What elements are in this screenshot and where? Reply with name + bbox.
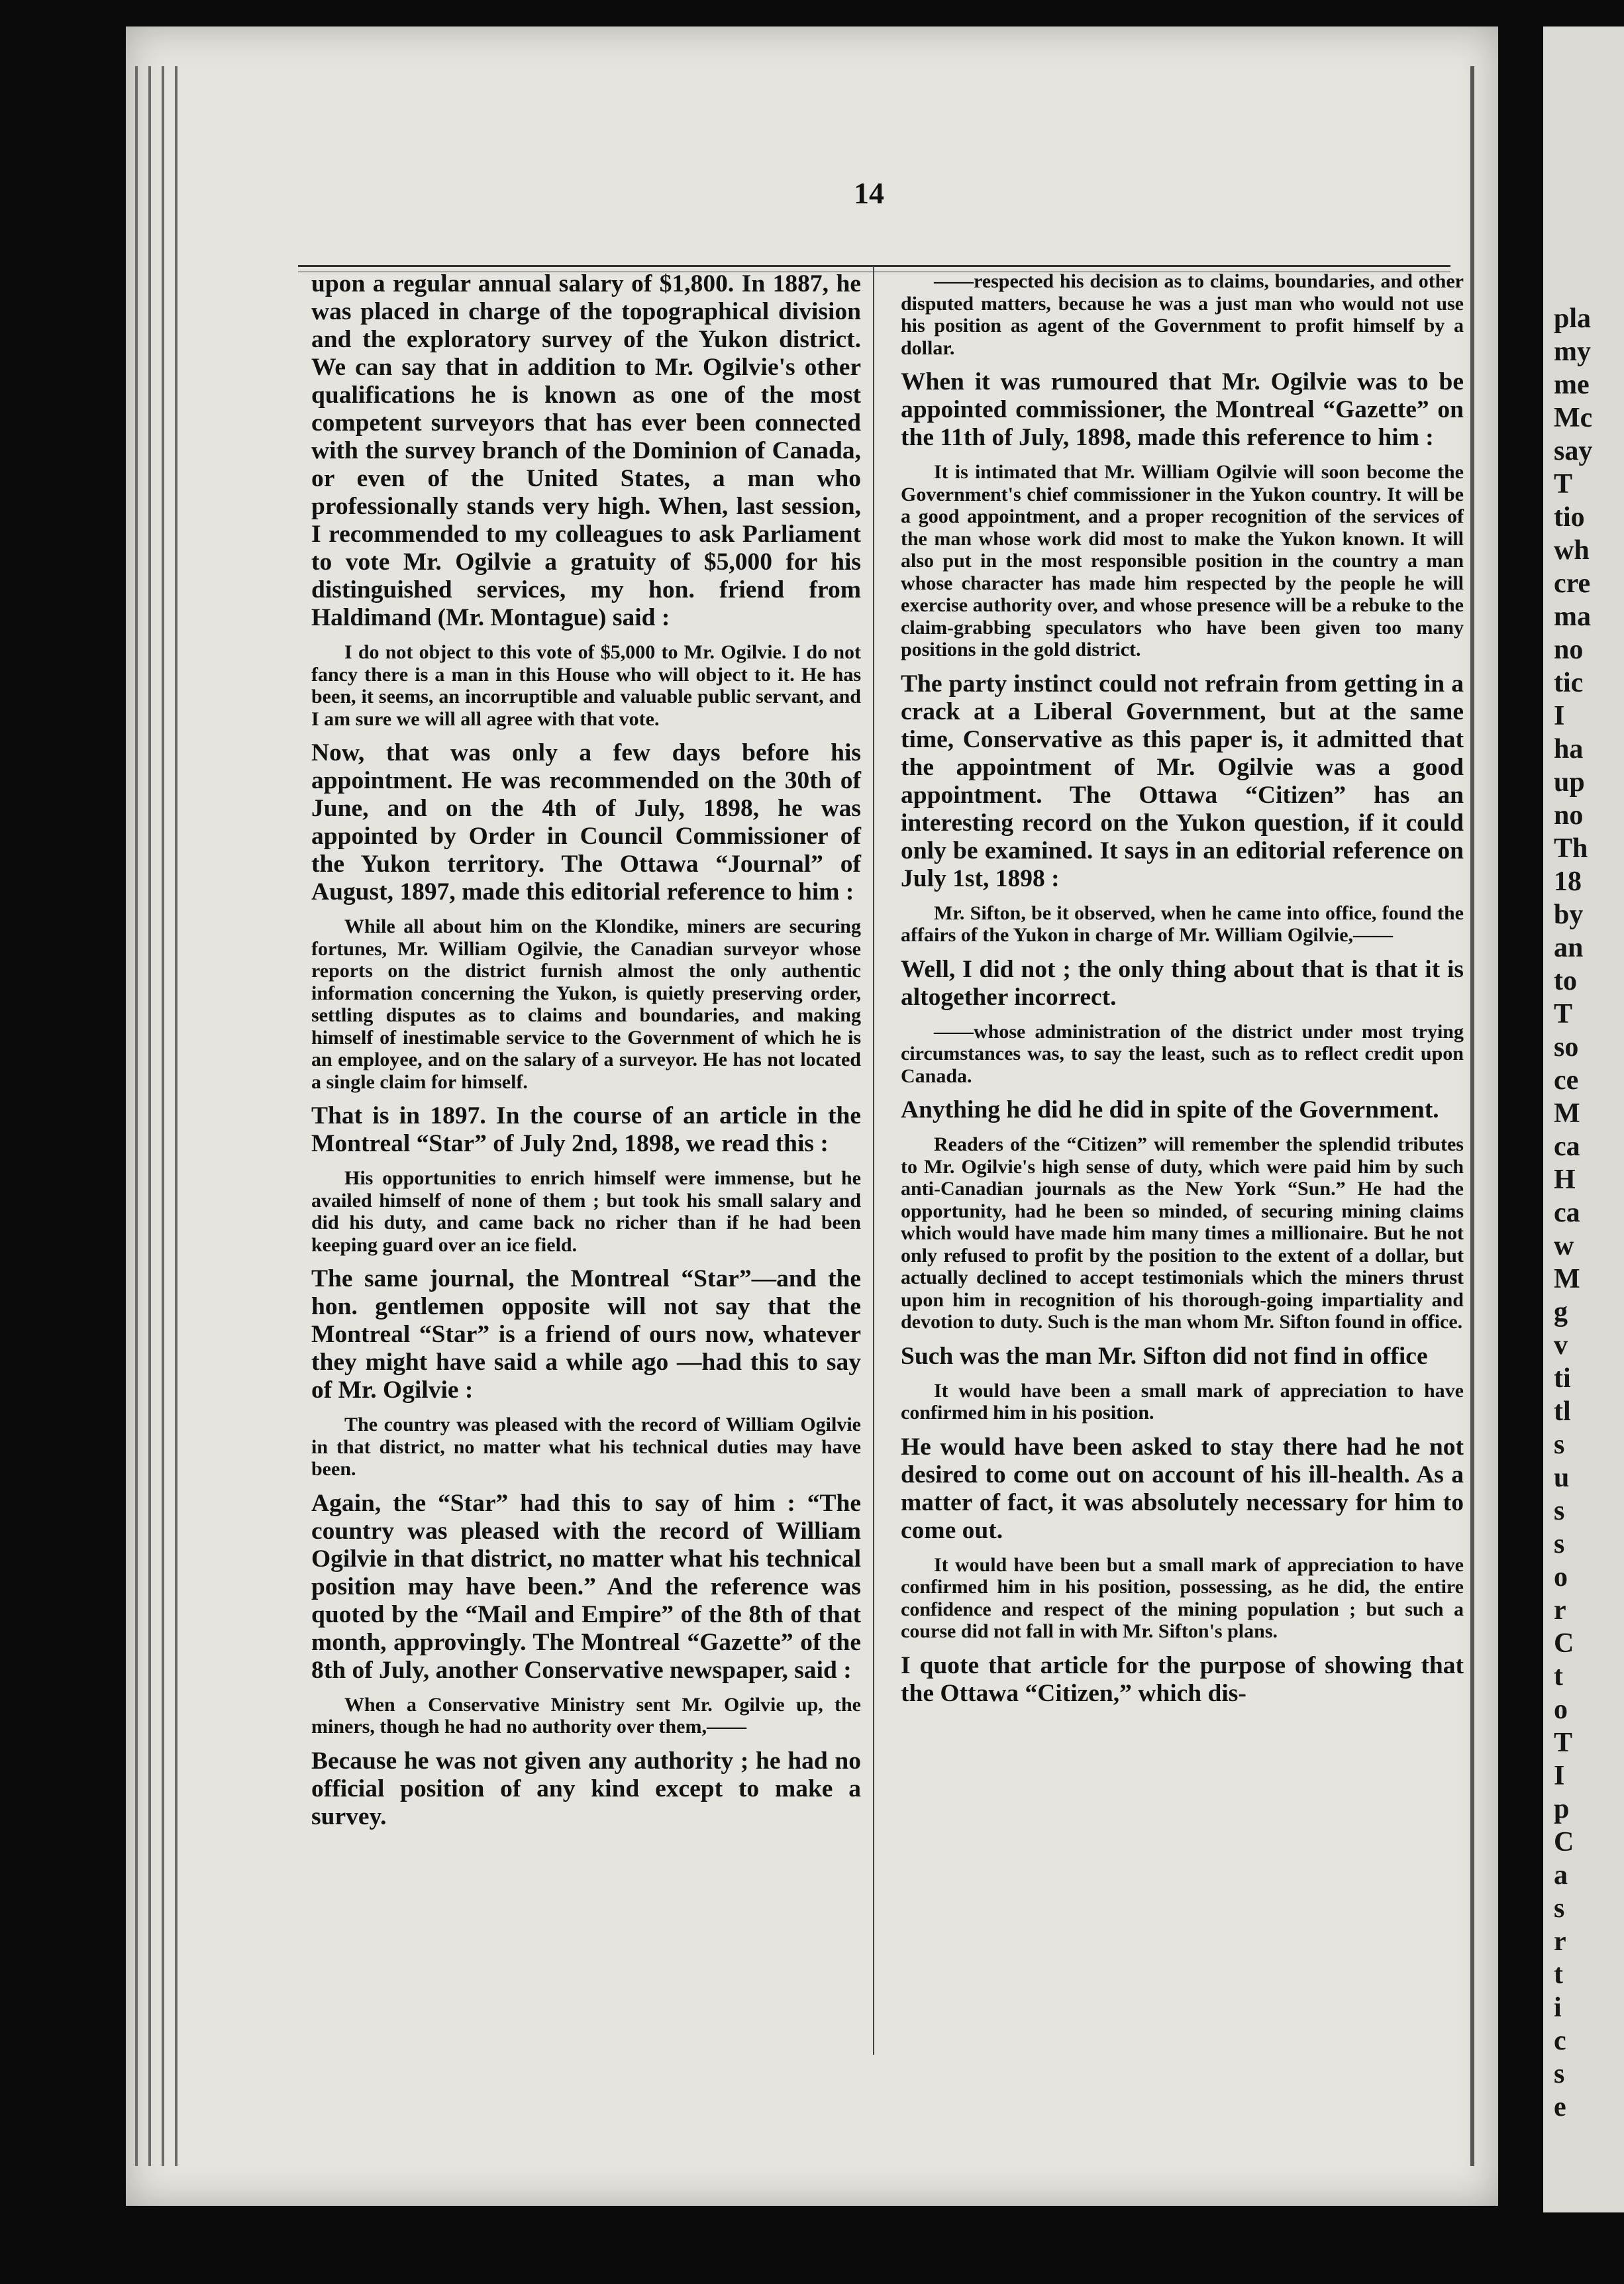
adjacent-page-text: cre xyxy=(1554,568,1591,599)
quoted-passage: It would have been a small mark of appreciation to have confirmed him in his position. xyxy=(901,1379,1464,1424)
adjacent-page-text: I xyxy=(1554,701,1565,731)
adjacent-page-text: an xyxy=(1554,933,1584,963)
body-paragraph: The same journal, the Montreal “Star”—and the hon. gentlemen opposite will not say that the Montreal “Star” is a friend of ours now, whatever they might have said a while ago —had this to say of Mr. Ogilvie : xyxy=(311,1265,861,1404)
adjacent-page-text: so xyxy=(1554,1032,1579,1063)
adjacent-page-text: e xyxy=(1554,2092,1566,2122)
body-paragraph: Well, I did not ; the only thing about that is that it is altogether incorrect. xyxy=(901,955,1464,1011)
adjacent-page-text: v xyxy=(1554,1330,1568,1361)
quoted-passage: His opportunities to enrich himself were immense, but he availed himself of none of them ; but took his small salary and did his duty, and came back no richer than if he had been keeping guard over an ice field. xyxy=(311,1167,861,1256)
body-paragraph: upon a regular annual salary of $1,800. In 1887, he was placed in charge of the topographical division and the exploratory survey of the Yukon district. We can say that in addition to Mr. Ogilvie's other qualifications he is known as one of the most competent surveyors that has ever been connected with the survey branch of the Dominion of Canada, or even of the United States, a man who professionally stands very high. When, last session, I recommended to my colleagues to ask Parliament to vote Mr. Ogilvie a gratuity of $5,000 for his distinguished services, my hon. friend from Haldimand (Mr. Montague) said : xyxy=(311,270,861,631)
adjacent-page-text: g xyxy=(1554,1297,1568,1327)
adjacent-page-text: T xyxy=(1554,1728,1573,1758)
adjacent-page-text: no xyxy=(1554,800,1584,831)
adjacent-page-text: r xyxy=(1554,1595,1566,1626)
adjacent-page-text: o xyxy=(1554,1694,1568,1725)
adjacent-page-text: s xyxy=(1554,1893,1565,1924)
body-paragraph: Anything he did he did in spite of the Government. xyxy=(901,1096,1439,1123)
adjacent-page-text: I xyxy=(1554,1761,1565,1791)
adjacent-page-text: no xyxy=(1554,635,1584,665)
page-edge-line xyxy=(175,66,178,2166)
page-edge-line xyxy=(135,66,138,2166)
adjacent-page-text: M xyxy=(1554,1098,1580,1129)
adjacent-page-text: T xyxy=(1554,469,1573,499)
adjacent-page-text: ca xyxy=(1554,1131,1580,1162)
body-paragraph: He would have been asked to stay there had he not desired to come out on account of his ill-health. As a matter of fact, it was absolutely necessary for him to come out. xyxy=(901,1433,1464,1544)
adjacent-page-text: up xyxy=(1554,767,1585,798)
adjacent-page-text: pla xyxy=(1554,303,1592,334)
quoted-passage: ——whose administration of the district under most trying circumstances was, to say the least, such as to reflect credit upon Canada. xyxy=(901,1020,1464,1087)
adjacent-page-text: say xyxy=(1554,436,1593,466)
adjacent-page-text: to xyxy=(1554,966,1577,996)
adjacent-page-text: H xyxy=(1554,1165,1576,1195)
adjacent-page-text: i xyxy=(1554,1993,1562,2023)
quoted-passage: I do not object to this vote of $5,000 to Mr. Ogilvie. I do not fancy there is a man in this House who will object to it. He has been, it seems, an incorruptible and valuable public servant, and I am sure we will all agree with that vote. xyxy=(311,641,861,730)
page-edge-line xyxy=(162,66,164,2166)
adjacent-page-text: t xyxy=(1554,1661,1563,1692)
adjacent-page-text: Mc xyxy=(1554,403,1593,433)
adjacent-page-text: p xyxy=(1554,1794,1570,1824)
adjacent-page-text: wh xyxy=(1554,535,1590,566)
adjacent-page-text: T xyxy=(1554,999,1573,1029)
adjacent-page-text: s xyxy=(1554,2059,1565,2089)
adjacent-page-text: C xyxy=(1554,1827,1574,1857)
adjacent-page-text: ti xyxy=(1554,1363,1571,1394)
adjacent-page-text: s xyxy=(1554,1496,1565,1526)
adjacent-page-text: s xyxy=(1554,1429,1565,1460)
adjacent-page-text: t xyxy=(1554,1959,1563,1990)
quoted-passage: The country was pleased with the record of William Ogilvie in that district, no matter what his technical duties may have been. xyxy=(311,1414,861,1480)
adjacent-page-text: me xyxy=(1554,370,1590,400)
body-paragraph: Because he was not given any authority ; he had no official position of any kind except to make a survey. xyxy=(311,1747,861,1830)
body-paragraph: The party instinct could not refrain from getting in a crack at a Liberal Government, but at the same time, Conservative as this paper is, it admitted that the appointment of Mr. Ogilvie was a good appointment. The Ottawa “Citizen” has an interesting record on the Yukon question, if it could only be examined. It says in an editorial reference on July 1st, 1898 : xyxy=(901,670,1464,892)
quoted-passage: It is intimated that Mr. William Ogilvie will soon become the Government's chief commissioner in the Yukon country. It will be a good appointment, and a proper recognition of the services of the man whose work did most to make the Yukon known. It will also put in the most responsible position in the country a man whose character has made him respected by the people he will exercise authority over, and whose presence will be a rebuke to the claim-grabbing speculators who have been given too many positions in the gold district. xyxy=(901,461,1464,660)
adjacent-page-text: 18 xyxy=(1554,866,1582,897)
page-number: 14 xyxy=(854,176,884,210)
adjacent-page-text: ca xyxy=(1554,1198,1580,1228)
adjacent-page-text: by xyxy=(1554,900,1584,930)
quoted-passage: While all about him on the Klondike, miners are securing fortunes, Mr. William Ogilvie, the Canadian surveyor whose reports on the district furnish almost the only authentic information concerning the Yukon, is quietly preserving order, settling disputes as to claims and boundaries, and making himself of inestimable service to the Government of which he is an employee, and on the salary of a surveyor. He has not located a single claim for himself. xyxy=(311,915,861,1093)
body-paragraph: Again, the “Star” had this to say of him : “The country was pleased with the record of William Ogilvie in that district, no matter what his technical position may have been.” And the reference was quoted by the “Mail and Empire” of the 8th of that month, approvingly. The Montreal “Gazette” of the 8th of July, another Conservative newspaper, said : xyxy=(311,1489,861,1684)
adjacent-page-text: Th xyxy=(1554,833,1588,864)
header-rule xyxy=(298,265,1450,267)
page-right-edge xyxy=(1470,66,1474,2166)
adjacent-page-text: M xyxy=(1554,1264,1580,1294)
adjacent-page-text: u xyxy=(1554,1463,1570,1493)
adjacent-page-text: tl xyxy=(1554,1396,1571,1427)
adjacent-page-fragment xyxy=(1543,26,1624,2212)
page-edge-line xyxy=(148,66,151,2166)
adjacent-page-text: ce xyxy=(1554,1065,1579,1096)
adjacent-page-text: C xyxy=(1554,1628,1574,1659)
quoted-passage: When a Conservative Ministry sent Mr. Ogilvie up, the miners, though he had no authority over them,—— xyxy=(311,1693,861,1738)
body-paragraph: When it was rumoured that Mr. Ogilvie was to be appointed commissioner, the Montreal “Gazette” on the 11th of July, 1898, made this reference to him : xyxy=(901,368,1464,451)
adjacent-page-text: ha xyxy=(1554,734,1584,764)
left-column xyxy=(311,270,861,1835)
body-paragraph: Now, that was only a few days before his appointment. He was recommended on the 30th of June, and on the 4th of July, 1898, he was appointed by Order in Council Commissioner of the Yukon territory. The Ottawa “Journal” of August, 1897, made this editorial reference to him : xyxy=(311,739,861,906)
adjacent-page-text: w xyxy=(1554,1231,1574,1261)
column-divider xyxy=(873,266,874,2055)
adjacent-page-text: tio xyxy=(1554,502,1585,533)
adjacent-page-text: tic xyxy=(1554,668,1584,698)
body-paragraph: I quote that article for the purpose of showing that the Ottawa “Citizen,” which dis- xyxy=(901,1651,1464,1707)
body-paragraph: Such was the man Mr. Sifton did not find in office xyxy=(901,1342,1428,1370)
adjacent-page-text: o xyxy=(1554,1562,1568,1592)
quoted-passage: It would have been but a small mark of appreciation to have confirmed him in his position, possessing, as he did, the entire confidence and respect of the mining population ; but such a course did not fall in with Mr. Sifton's plans. xyxy=(901,1553,1464,1642)
adjacent-page-text: r xyxy=(1554,1926,1566,1957)
quoted-passage: Mr. Sifton, be it observed, when he came into office, found the affairs of the Yukon in charge of Mr. William Ogilvie,—— xyxy=(901,902,1464,946)
adjacent-page-text: s xyxy=(1554,1529,1565,1559)
adjacent-page-text: a xyxy=(1554,1860,1568,1891)
right-column xyxy=(901,270,1464,1712)
quoted-passage: ——respected his decision as to claims, boundaries, and other disputed matters, because he was a just man who would not use his position as agent of the Government to profit himself by a dollar. xyxy=(901,270,1464,359)
adjacent-page-text: c xyxy=(1554,2026,1566,2056)
quoted-passage: Readers of the “Citizen” will remember the splendid tributes to Mr. Ogilvie's high sense of duty, which were paid him by such anti-Canadian journals as the New York “Sun.” He had the opportunity, had he been so minded, of securing mining claims which would have made him many times a millionaire. But he not only refused to profit by the position to the extent of a dollar, but actually declined to accept testimonials which the miners thrust upon him in recognition of his thorough-going impartiality and devotion to duty. Such is the man whom Mr. Sifton found in office. xyxy=(901,1133,1464,1333)
adjacent-page-text: ma xyxy=(1554,601,1591,632)
adjacent-page-text: my xyxy=(1554,337,1591,367)
body-paragraph: That is in 1897. In the course of an article in the Montreal “Star” of July 2nd, 1898, we read this : xyxy=(311,1102,861,1157)
